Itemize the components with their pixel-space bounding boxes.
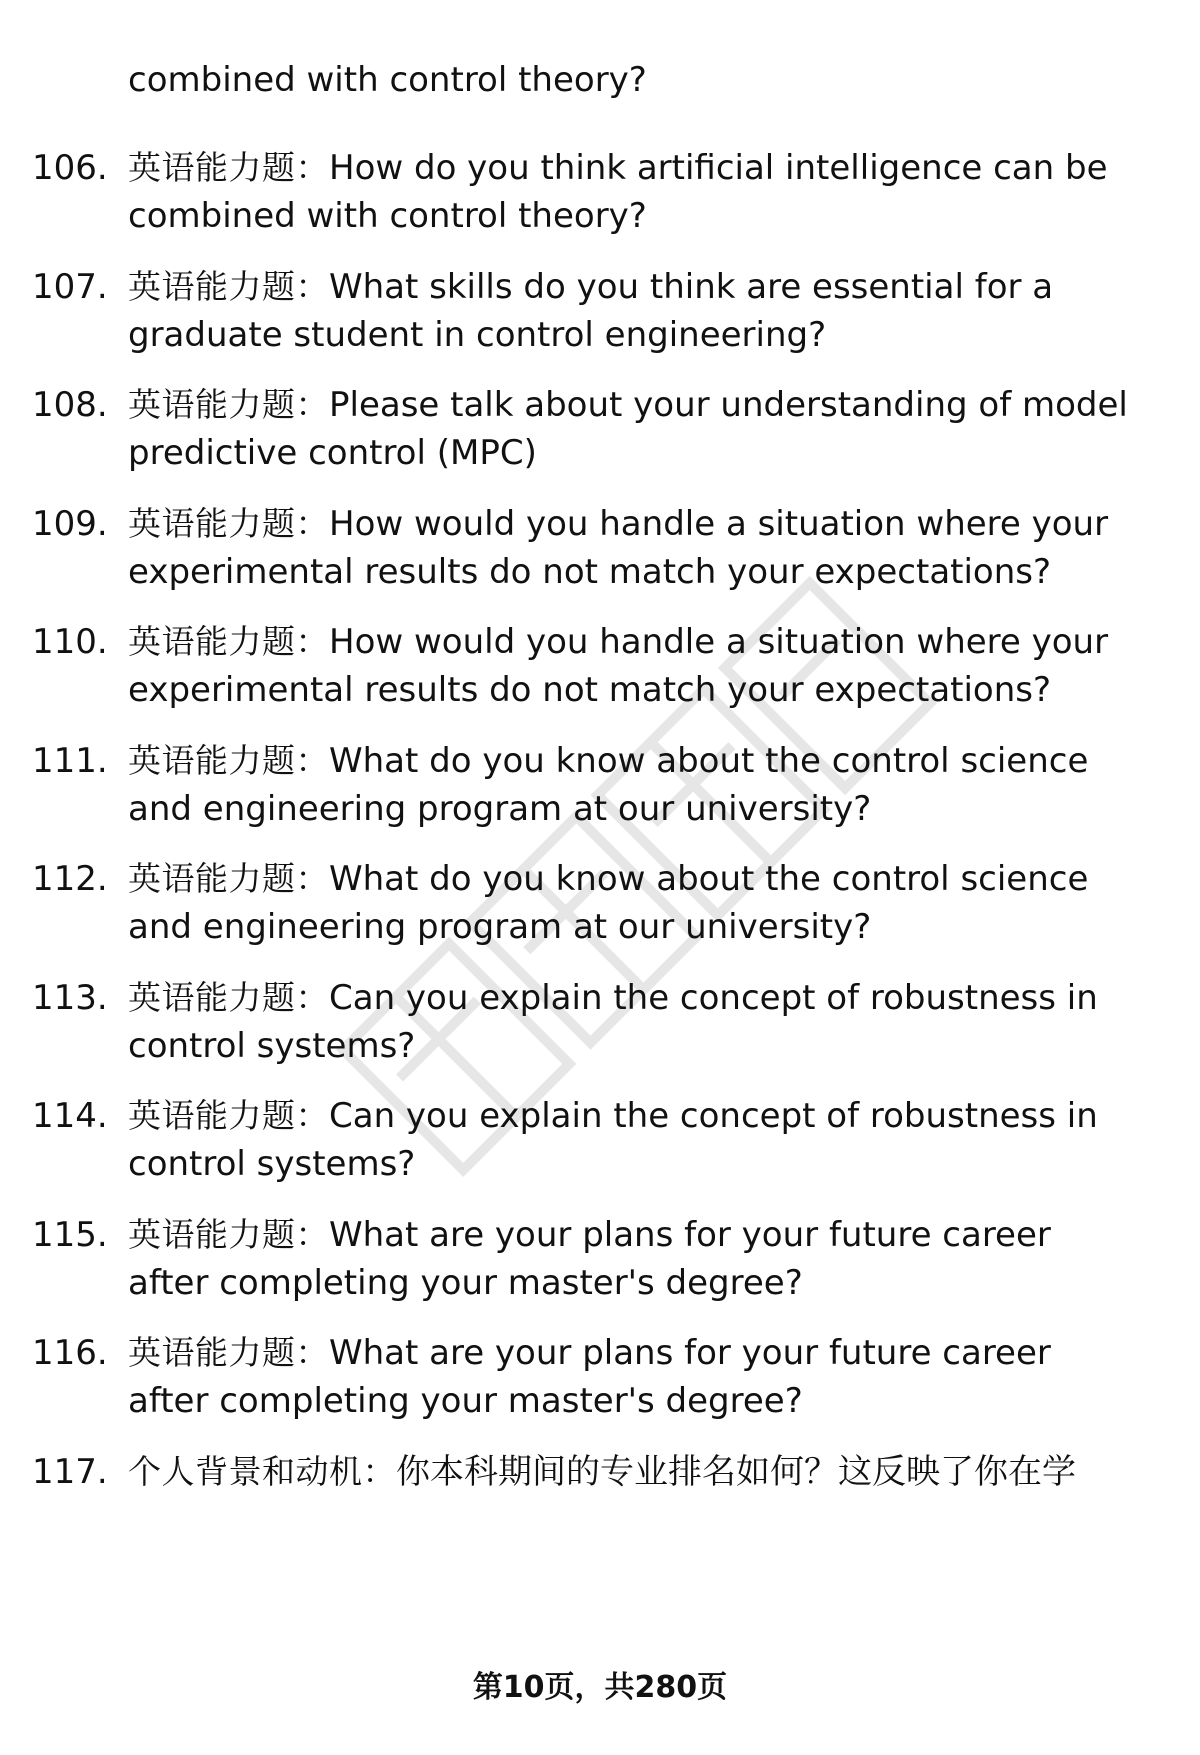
question-line bbox=[128, 311, 1158, 359]
question-line-text: What do you know about the control science bbox=[329, 741, 1089, 781]
question-text bbox=[128, 1448, 1158, 1496]
question-line-text: What do you know about the control science bbox=[329, 859, 1089, 899]
question-line bbox=[128, 429, 1158, 477]
question-line bbox=[128, 548, 1158, 596]
question-item bbox=[0, 1211, 1200, 1331]
question-line-text: 你本科期间的专业排名如何？这反映了你在学 bbox=[396, 1452, 1076, 1492]
question-line bbox=[128, 974, 1158, 1022]
question-line-text: experimental results do not match your expectations? bbox=[128, 552, 1052, 592]
question-line-text: and engineering program at our university? bbox=[128, 907, 872, 947]
question-text bbox=[128, 1211, 1158, 1307]
question-item bbox=[0, 263, 1200, 383]
question-text bbox=[128, 1092, 1158, 1188]
question-item bbox=[0, 144, 1200, 264]
question-line bbox=[128, 192, 1158, 240]
question-number: 112. bbox=[32, 859, 108, 899]
question-line bbox=[128, 1022, 1158, 1070]
question-number: 114. bbox=[32, 1096, 108, 1136]
question-line bbox=[128, 1448, 1158, 1496]
question-item bbox=[0, 500, 1200, 620]
question-line bbox=[128, 1329, 1158, 1377]
question-item bbox=[0, 618, 1200, 738]
question-category: 英语能力题： bbox=[128, 741, 329, 780]
question-line-text: predictive control (MPC) bbox=[128, 433, 537, 473]
question-category: 英语能力题： bbox=[128, 622, 329, 661]
question-category: 英语能力题： bbox=[128, 385, 329, 424]
question-number: 113. bbox=[32, 978, 108, 1018]
question-line-text: Please talk about your understanding of model bbox=[329, 385, 1128, 425]
question-line bbox=[128, 500, 1158, 548]
question-line-text: after completing your master's degree? bbox=[128, 1263, 803, 1303]
question-text bbox=[128, 1329, 1158, 1425]
question-line-text: control systems? bbox=[128, 1026, 416, 1066]
question-line bbox=[128, 903, 1158, 951]
question-number: 108. bbox=[32, 385, 108, 425]
question-line-text: control systems? bbox=[128, 1144, 416, 1184]
question-line bbox=[128, 618, 1158, 666]
question-line-text: combined with control theory? bbox=[128, 196, 647, 236]
question-item bbox=[0, 381, 1200, 501]
question-line-text: after completing your master's degree? bbox=[128, 1381, 803, 1421]
page-footer: 第10页，共280页 bbox=[472, 1670, 728, 1705]
question-number: 106. bbox=[32, 148, 108, 188]
question-line bbox=[128, 144, 1158, 192]
question-item bbox=[0, 1092, 1200, 1212]
question-text bbox=[128, 500, 1158, 596]
question-line-text: Can you explain the concept of robustness in bbox=[329, 1096, 1098, 1136]
question-number: 111. bbox=[32, 741, 108, 781]
question-text bbox=[128, 855, 1158, 951]
question-text bbox=[128, 381, 1158, 477]
question-text bbox=[128, 263, 1158, 359]
question-item bbox=[0, 974, 1200, 1094]
question-category: 英语能力题： bbox=[128, 267, 329, 306]
question-line-text: What are your plans for your future career bbox=[329, 1215, 1051, 1255]
question-line-text: How would you handle a situation where your bbox=[329, 622, 1109, 662]
question-line-text: What are your plans for your future career bbox=[329, 1333, 1051, 1373]
question-line bbox=[128, 1377, 1158, 1425]
question-text bbox=[128, 618, 1158, 714]
question-number: 107. bbox=[32, 267, 108, 307]
question-number: 110. bbox=[32, 622, 108, 662]
question-line-text: Can you explain the concept of robustness in bbox=[329, 978, 1098, 1018]
question-number: 116. bbox=[32, 1333, 108, 1373]
question-line bbox=[128, 1092, 1158, 1140]
question-item bbox=[0, 855, 1200, 975]
question-category: 英语能力题： bbox=[128, 978, 329, 1017]
question-category: 英语能力题： bbox=[128, 504, 329, 543]
question-category: 英语能力题： bbox=[128, 859, 329, 898]
question-line bbox=[128, 381, 1158, 429]
question-text bbox=[128, 144, 1158, 240]
question-line-text: What skills do you think are essential for a bbox=[329, 267, 1054, 307]
question-item bbox=[0, 737, 1200, 857]
question-number: 115. bbox=[32, 1215, 108, 1255]
question-category: 英语能力题： bbox=[128, 148, 329, 187]
question-number: 109. bbox=[32, 504, 108, 544]
question-number: 117. bbox=[32, 1452, 108, 1492]
question-item bbox=[0, 1448, 1200, 1568]
question-line bbox=[128, 263, 1158, 311]
question-text bbox=[128, 974, 1158, 1070]
question-item bbox=[0, 1329, 1200, 1449]
question-category: 英语能力题： bbox=[128, 1096, 329, 1135]
continuation-text: combined with control theory? bbox=[128, 60, 647, 100]
question-line bbox=[128, 737, 1158, 785]
question-category: 个人背景和动机： bbox=[128, 1452, 396, 1491]
question-line bbox=[128, 1259, 1158, 1307]
question-line-text: How do you think artificial intelligence can be bbox=[329, 148, 1108, 188]
question-line-text: How would you handle a situation where your bbox=[329, 504, 1109, 544]
question-line bbox=[128, 1211, 1158, 1259]
question-line-text: experimental results do not match your expectations? bbox=[128, 670, 1052, 710]
question-line bbox=[128, 855, 1158, 903]
question-line-text: graduate student in control engineering? bbox=[128, 315, 827, 355]
question-line bbox=[128, 666, 1158, 714]
question-line-text: and engineering program at our university? bbox=[128, 789, 872, 829]
question-category: 英语能力题： bbox=[128, 1215, 329, 1254]
question-line bbox=[128, 785, 1158, 833]
question-category: 英语能力题： bbox=[128, 1333, 329, 1372]
question-text bbox=[128, 737, 1158, 833]
question-line bbox=[128, 1140, 1158, 1188]
